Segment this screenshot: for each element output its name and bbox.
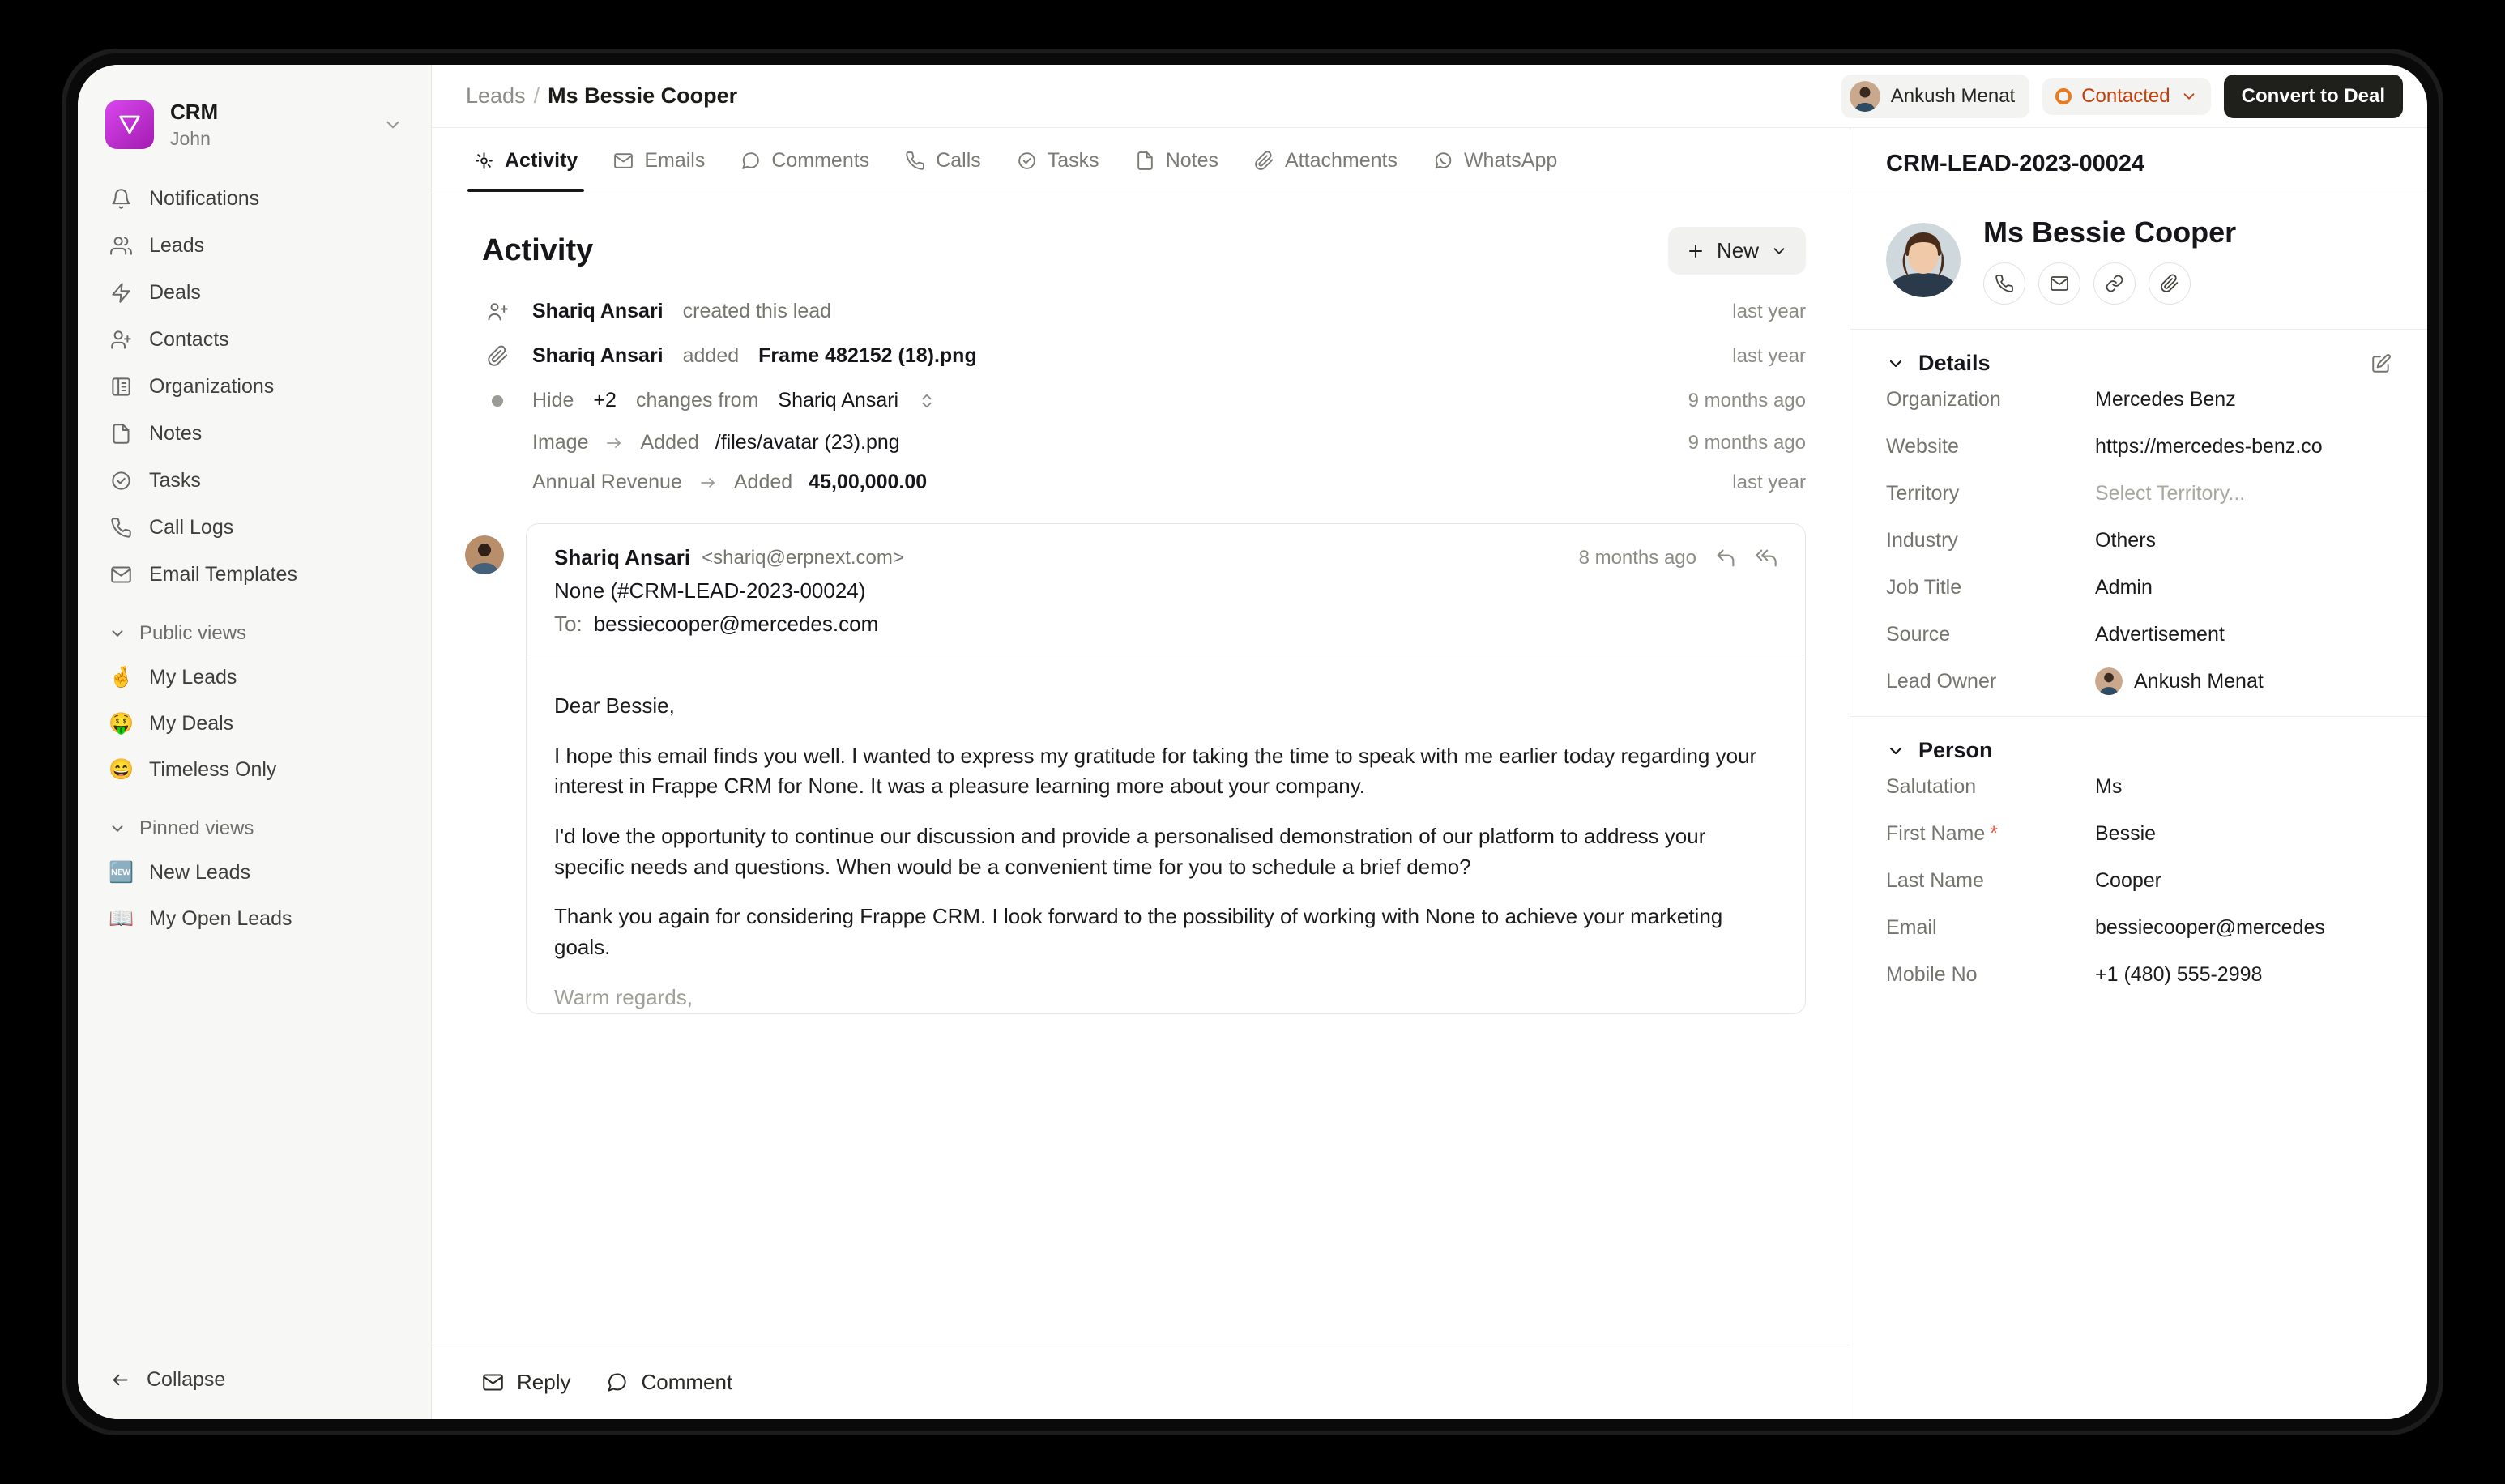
tab-bar [432,128,1850,194]
paperclip-icon[interactable] [2149,262,2191,305]
comment-icon [740,151,761,171]
field-last-name[interactable] [1886,857,2392,904]
whatsapp-icon [1433,151,1453,171]
reply-label: Reply [517,1370,571,1394]
new-activity-button[interactable] [1668,227,1806,275]
sidebar-item-tasks[interactable] [97,458,412,503]
smile-emoji-icon: 😄 [109,758,134,782]
arrow-right-icon [698,473,718,493]
activity-composer [432,1345,1850,1419]
phone-icon [905,151,925,171]
field-value: Ms [2095,774,2123,798]
field-value: Advertisement [2095,622,2225,646]
sidebar-item-leads[interactable] [97,223,412,268]
mail-icon [482,1371,504,1393]
field-label: Job Title [1886,575,1962,599]
timeline-time: last year [1732,344,1806,367]
hand-emoji-icon: 🤞 [109,666,134,689]
money-face-emoji-icon: 🤑 [109,712,134,736]
sidebar-item-label: Deals [149,280,201,304]
toggle-actor: Shariq Ansari [778,389,899,412]
email-activity-card [526,523,1806,1014]
field-salutation[interactable] [1886,763,2392,810]
sidebar-item-label: My Leads [149,666,237,689]
sidebar-item-label: Contacts [149,327,229,351]
sidebar-item-label: Notes [149,421,203,445]
arrow-right-icon [604,433,624,453]
sidebar [78,65,432,1419]
person-section-header[interactable] [1886,738,2392,763]
field-label: Organization [1886,387,2001,411]
timeline-target: Frame 482152 (18).png [758,344,977,367]
collapse-label: Collapse [147,1368,226,1391]
device-frame [66,53,2439,1431]
field-mobile-no[interactable] [1886,951,2392,998]
status-dot-icon [2055,88,2072,104]
collapse-icon [109,1369,130,1391]
tab-notes[interactable] [1120,130,1233,192]
timeline-actor: Shariq Ansari [532,344,664,367]
sidebar-spacer [78,943,431,1354]
field-label: Last Name [1886,868,1984,892]
tab-activity[interactable] [459,130,592,192]
field-value: https://mercedes-benz.co [2095,434,2323,458]
sidebar-item-label: Email Templates [149,562,297,586]
details-title: Details [1918,351,1991,375]
breadcrumb-current: Ms Bessie Cooper [548,83,738,108]
field-job-title[interactable] [1886,564,2392,611]
organizations-icon [109,374,133,399]
chevron-down-icon [382,114,403,135]
sidebar-item-label: My Open Leads [149,907,292,931]
change-field: Image [532,431,589,454]
sidebar-item-notifications[interactable] [97,176,412,221]
sidebar-item-call-logs[interactable] [97,505,412,550]
breadcrumb-parent[interactable]: Leads [466,83,526,108]
tab-label: Tasks [1047,149,1099,172]
field-website[interactable] [1886,423,2392,470]
sidebar-item-label: Leads [149,233,205,257]
timeline-time: 9 months ago [1688,431,1806,454]
email-closing: Warm regards, [554,984,693,1009]
sidebar-item-my-leads[interactable] [97,655,412,700]
field-value: Bessie [2095,821,2157,845]
field-value: Cooper [2095,868,2161,892]
field-value: Ankush Menat [2134,669,2264,693]
email-time: 8 months ago [1578,546,1696,569]
avatar [1850,81,1880,112]
activity-timeline [432,289,1850,502]
chevron-down-icon [1886,741,1905,761]
reply-icon[interactable] [1714,547,1737,569]
avatar [2095,667,2123,695]
tab-label: Calls [936,149,981,172]
details-section [1850,329,2427,716]
person-section [1850,716,2427,1009]
leads-icon [109,233,133,258]
record-id: CRM-LEAD-2023-00024 [1886,151,2145,177]
sidebar-item-my-open-leads[interactable] [97,897,412,941]
tab-whatsapp[interactable] [1419,130,1572,192]
email-subject: None (#CRM-LEAD-2023-00024) [554,578,866,603]
tab-comments[interactable] [726,130,884,192]
activity-header [432,194,1850,289]
activity-scroll[interactable] [432,194,1850,1345]
status-label: Contacted [2081,84,2170,107]
section-public-views[interactable] [97,612,412,655]
sidebar-item-label: My Deals [149,712,234,736]
timeline-change-image [482,423,1806,463]
section-label: Public views [139,622,247,645]
convert-to-deal-button[interactable]: Convert to Deal [2224,75,2403,118]
tab-calls[interactable] [890,130,996,192]
right-panel [1850,128,2427,1419]
sidebar-item-new-leads[interactable] [97,851,412,895]
brand-title: CRM [170,100,219,124]
sidebar-item-deals[interactable] [97,270,412,315]
field-label: Industry [1886,528,1958,552]
deals-icon [109,280,133,305]
center-column [432,128,1850,1419]
breadcrumb [466,83,737,109]
email-sender-address: <shariq@erpnext.com> [702,546,904,569]
field-value: Select Territory... [2095,481,2246,505]
lead-owner-name: Ankush Menat [1890,84,2016,107]
brand-text [170,99,366,150]
tab-label: Attachments [1285,149,1398,172]
email-sender: Shariq Ansari [554,545,691,569]
field-label: Lead Owner [1886,669,1997,693]
topbar [432,65,2427,128]
field-label: Website [1886,434,1959,458]
field-label-wrap [1886,822,2095,846]
sidebar-item-contacts[interactable] [97,317,412,362]
contacts-icon [109,327,133,352]
chevron-down-icon [1886,354,1905,373]
email-to-label: To: [554,612,583,636]
toggle-prefix: Hide [532,389,574,412]
field-territory[interactable] [1886,470,2392,517]
email-to-row [554,612,1777,637]
required-marker: * [1990,821,1998,845]
timeline-actor: Shariq Ansari [532,300,664,322]
sidebar-item-label: Notifications [149,186,260,210]
sidebar-nav [78,176,431,943]
change-value: /files/avatar (23).png [715,431,900,454]
sidebar-item-label: Tasks [149,468,201,492]
record-person-header [1850,194,2427,329]
tab-label: Notes [1165,149,1218,172]
notes-icon [109,421,133,446]
section-label: Pinned views [139,817,254,840]
field-value: +1 (480) 555-2998 [2095,962,2263,986]
field-label: Email [1886,915,1937,939]
sidebar-item-timeless-only[interactable] [97,748,412,792]
bullet-icon [482,395,513,407]
reply-all-icon[interactable] [1755,547,1777,569]
chevron-down-icon [109,625,126,642]
field-source[interactable] [1886,611,2392,658]
person-title: Person [1918,738,1993,762]
email-to-address: bessiecooper@mercedes.com [593,612,879,636]
change-action: Added [733,471,793,493]
field-value: Others [2095,528,2157,552]
paperclip-icon [482,345,513,367]
sidebar-item-label: Call Logs [149,515,234,539]
task-icon [1017,151,1037,171]
tasks-icon [109,468,133,493]
mail-icon [109,562,133,586]
status-badge[interactable] [2042,78,2210,115]
field-value-wrap [2095,667,2392,695]
timeline-item-created [482,289,1806,334]
record-name: Ms Bessie Cooper [1983,215,2237,249]
email-header-actions [1579,547,1777,569]
comment-button[interactable] [606,1370,732,1395]
main-area [432,65,2427,1419]
email-sender-row [554,545,1777,570]
field-lead-owner[interactable] [1886,658,2392,705]
sidebar-item-label: Timeless Only [149,758,277,782]
tab-label: Comments [771,149,870,172]
record-person-info [1983,215,2236,305]
field-value: bessiecooper@mercedes [2095,915,2325,939]
book-emoji-icon: 📖 [109,907,134,931]
field-industry[interactable] [1886,517,2392,564]
field-first-name[interactable] [1886,810,2392,857]
comment-label: Comment [641,1370,733,1394]
field-label: Mobile No [1886,962,1978,986]
sidebar-item-organizations[interactable] [97,364,412,409]
chevron-down-icon [2180,87,2198,105]
timeline-item-attachment [482,334,1806,378]
activity-icon [474,151,494,171]
workspace-switcher[interactable] [97,91,412,158]
plus-icon [1686,241,1705,261]
edit-icon[interactable] [2371,353,2392,374]
avatar [465,535,504,574]
toggle-middle: changes from [635,389,759,412]
tab-emails[interactable] [599,130,719,192]
field-label: Source [1886,622,1951,646]
email-icon [613,151,634,171]
phone-icon [109,515,133,539]
new-emoji-icon: 🆕 [109,861,134,885]
change-action: Added [640,431,699,454]
timeline-action: created this lead [682,300,832,322]
field-value: Mercedes Benz [2095,387,2236,411]
tab-attachments[interactable] [1240,130,1412,192]
email-header [527,524,1805,637]
email-paragraph: Dear Bessie, [554,693,675,718]
field-email[interactable] [1886,904,2392,951]
breadcrumb-separator: / [533,83,540,108]
field-organization[interactable] [1886,376,2392,423]
sidebar-item-email-templates[interactable] [97,552,412,597]
timeline-change-revenue [482,463,1806,502]
chevron-updown-icon [918,392,936,410]
lead-owner-selector[interactable] [1841,75,2029,118]
app-screen [78,65,2427,1419]
timeline-time: last year [1732,300,1806,322]
tab-label: WhatsApp [1463,149,1558,172]
change-field: Annual Revenue [532,471,682,493]
email-paragraph: I hope this email finds you well. I wanted to express my gratitude for taking the time to speak with me earlier today regarding your interest in Frappe CRM for None. It was a pleasure learning more about your company. [554,743,1757,799]
chevron-down-icon [1770,242,1788,260]
details-section-header[interactable] [1886,351,2392,376]
collapse-sidebar-button[interactable] [78,1354,431,1419]
sidebar-item-notes[interactable] [97,411,412,456]
page-title: Activity [482,233,594,267]
topbar-actions [1841,75,2403,118]
record-id-header [1850,128,2427,194]
bell-icon [109,186,133,211]
timeline-time: last year [1732,471,1806,493]
avatar[interactable] [1886,223,1961,297]
field-value: Admin [2095,575,2153,599]
timeline-action: added [682,344,740,367]
toggle-count: +2 [593,389,617,412]
field-label: Salutation [1886,774,1977,798]
sidebar-item-label: Organizations [149,374,275,398]
email-paragraph: Thank you again for considering Frappe CRM. I look forward to the possibility of working with None to achieve your marketing goals. [554,904,1723,960]
email-paragraph: I'd love the opportunity to continue our discussion and provide a personalised demonstration of our platform to address your specific needs and questions. When would be a convenient time for you to schedule a brief demo? [554,824,1706,879]
change-value: 45,00,000.00 [809,471,928,493]
brand-user: John [170,127,211,149]
tab-label: Activity [505,149,578,172]
tab-tasks[interactable] [1002,130,1114,192]
phone-icon[interactable] [1983,262,2025,305]
note-icon [1135,151,1155,171]
user-add-icon [482,301,513,323]
timeline-toggle-changes[interactable] [482,378,1806,423]
crm-logo-icon [105,100,154,149]
reply-button[interactable] [482,1370,570,1395]
activity-panel [432,194,1850,1419]
section-pinned-views[interactable] [97,807,412,851]
comment-icon [606,1371,628,1393]
paperclip-icon [1254,151,1274,171]
new-label: New [1716,238,1759,262]
record-quick-actions [1983,262,2236,305]
field-label: First Name [1886,821,1986,845]
chevron-down-icon [109,820,126,838]
field-label: Territory [1886,481,1960,505]
content-row [432,128,2427,1419]
timeline-time: 9 months ago [1688,389,1806,412]
sidebar-item-label: New Leads [149,861,251,885]
email-body [527,655,1805,1013]
link-icon[interactable] [2093,262,2136,305]
sidebar-item-my-deals[interactable] [97,701,412,746]
tab-label: Emails [644,149,706,172]
mail-icon[interactable] [2038,262,2080,305]
